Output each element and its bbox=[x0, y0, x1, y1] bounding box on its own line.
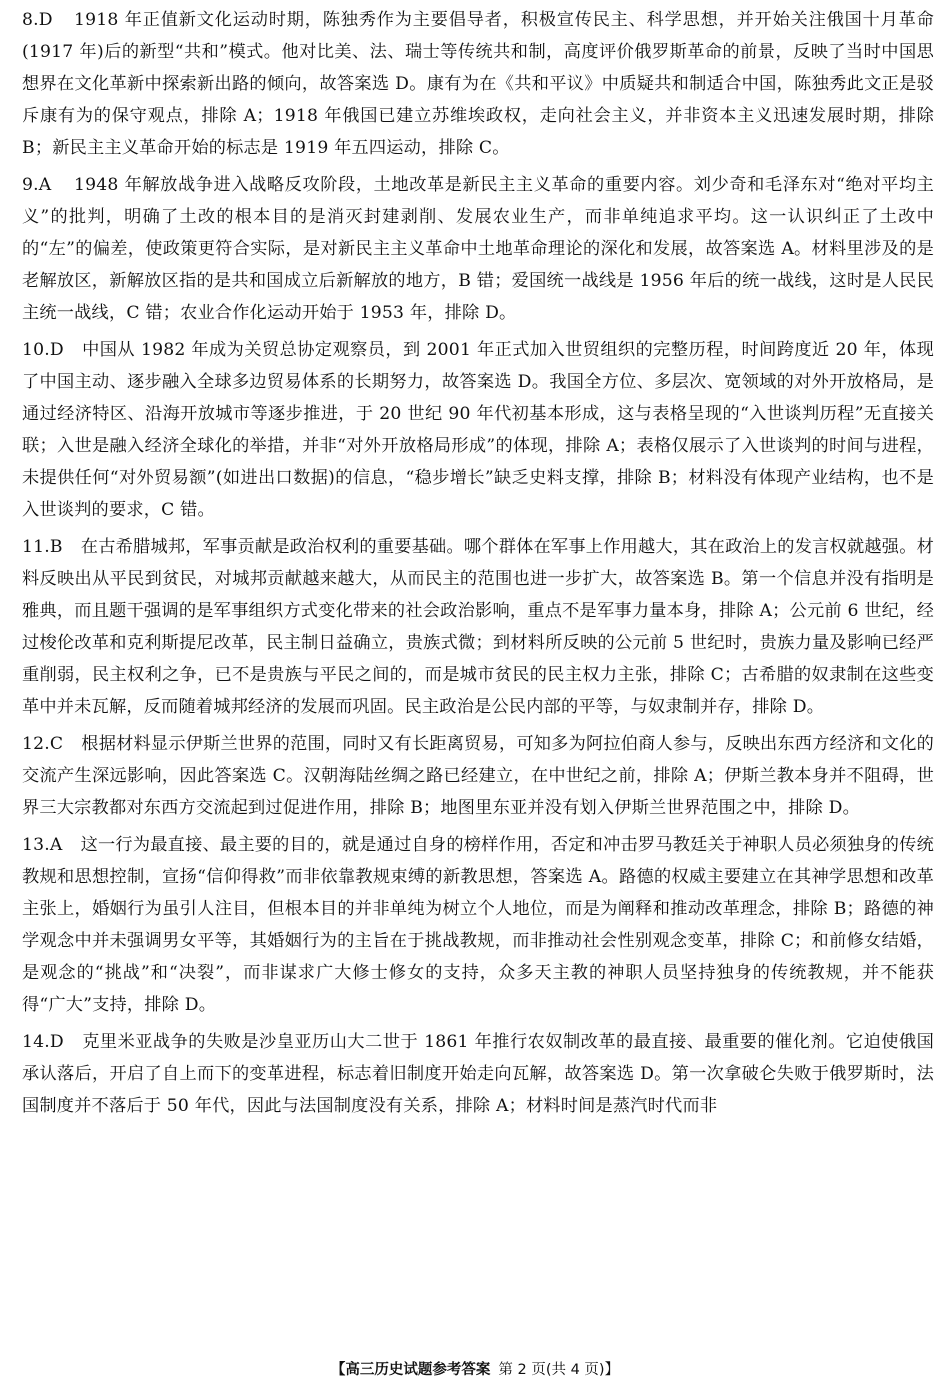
answer-number: 11.B bbox=[22, 537, 63, 557]
answer-number: 12.C bbox=[22, 734, 64, 754]
answer-text: 在古希腊城邦，军事贡献是政治权利的重要基础。哪个群体在军事上作用越大，其在政治上的发言权就越强。材料反映出从平民到贫民，对城邦贡献越来越大，从而民主的范围也进一步扩大，故答案选 B。第一个信息并没有指明是雅典，而且题干强调的是军事组织方式变化带来的社会政治影响，重点不是军事力量本身，排除 A；公元前 6 世纪，经过梭伦改革和克利斯提尼改革，民主制日益确立，贵族式微；到材料所反映的公元前 5 世纪时，贵族力量及影响已经严重削弱，民主权利之争，已不是贵族与平民之间的，而是城市贫民的民主权力主张，排除 C；古希腊的奴隶制在这些变革中并未瓦解，反而随着城邦经济的发展而巩固。民主政治是公民内部的平等，与奴隶制并存，排除 D。 bbox=[22, 537, 934, 717]
answer-page bbox=[22, 4, 934, 1127]
answer-text: 克里米亚战争的失败是沙皇亚历山大二世于 1861 年推行农奴制改革的最直接、最重要的催化剂。它迫使俄国承认落后，开启了自上而下的变革进程，标志着旧制度开始走向瓦解，故答案选 D。第一次拿破仑失败于俄罗斯时，法国制度并不落后于 50 年代，因此与法国制度没有关系，排除 A；材料时间是蒸汽时代而非 bbox=[22, 1032, 934, 1116]
footer-title: 【高三历史试题参考答案 bbox=[330, 1362, 491, 1378]
answer-number: 14.D bbox=[22, 1032, 64, 1052]
answer-text: 根据材料显示伊斯兰世界的范围，同时又有长距离贸易，可知多为阿拉伯商人参与，反映出东西方经济和文化的交流产生深远影响，因此答案选 C。汉朝海陆丝绸之路已经建立，在中世纪之前，排除 A；伊斯兰教本身并不阻碍，世界三大宗教都对东西方交流起到过促进作用，排除 B；地图里东亚并没有划入伊斯兰世界范围之中，排除 D。 bbox=[22, 734, 934, 818]
answer-item-14 bbox=[22, 1026, 934, 1122]
answer-item-9 bbox=[22, 169, 934, 329]
answer-item-12 bbox=[22, 728, 934, 824]
answer-item-11 bbox=[22, 531, 934, 723]
answer-item-10 bbox=[22, 334, 934, 526]
page-footer bbox=[0, 1358, 950, 1379]
answer-text: 中国从 1982 年成为关贸总协定观察员，到 2001 年正式加入世贸组织的完整历程，时间跨度近 20 年，体现了中国主动、逐步融入全球多边贸易体系的长期努力，故答案选 D。我国全方位、多层次、宽领域的对外开放格局，是通过经济特区、沿海开放城市等逐步推进，于 20 世纪 90 年代初基本形成，这与表格呈现的“入世谈判历程”无直接关联；入世是融入经济全球化的举措，并非“对外开放格局形成”的体现，排除 A；表格仅展示了入世谈判的时间与进程，未提供任何“对外贸易额”(如进出口数据)的信息，“稳步增长”缺乏史料支撑，排除 B；材料没有体现产业结构，也不是入世谈判的要求，C 错。 bbox=[22, 340, 934, 520]
answer-number: 10.D bbox=[22, 340, 64, 360]
answer-item-13 bbox=[22, 829, 934, 1021]
answer-text: 1948 年解放战争进入战略反攻阶段，土地改革是新民主主义革命的重要内容。刘少奇和毛泽东对“绝对平均主义”的批判，明确了土改的根本目的是消灭封建剥削、发展农业生产，而非单纯追求平均。这一认识纠正了土改中的“左”的偏差，使政策更符合实际，是对新民主主义革命中土地革命理论的深化和发展，故答案选 A。材料里涉及的是老解放区，新解放区指的是共和国成立后新解放的地方，B 错；爱国统一战线是 1956 年后的统一战线，这时是人民民主统一战线，C 错；农业合作化运动开始于 1953 年，排除 D。 bbox=[22, 175, 934, 323]
answer-text: 1918 年正值新文化运动时期，陈独秀作为主要倡导者，积极宣传民主、科学思想，并开始关注俄国十月革命(1917 年)后的新型“共和”模式。他对比美、法、瑞士等传统共和制，高度评价俄罗斯革命的前景，反映了当时中国思想界在文化革新中探索新出路的倾向，故答案选 D。康有为在《共和平议》中质疑共和制适合中国，陈独秀此文正是驳斥康有为的保守观点，排除 A；1918 年俄国已建立苏维埃政权，走向社会主义，并非资本主义迅速发展时期，排除 B；新民主主义革命开始的标志是 1919 年五四运动，排除 C。 bbox=[22, 10, 934, 158]
answer-number: 13.A bbox=[22, 835, 63, 855]
answer-item-8 bbox=[22, 4, 934, 164]
answer-number: 9.A bbox=[22, 175, 52, 195]
answer-number: 8.D bbox=[22, 10, 53, 30]
footer-page-number: 第 2 页(共 4 页)】 bbox=[498, 1362, 620, 1378]
answer-text: 这一行为最直接、最主要的目的，就是通过自身的榜样作用，否定和冲击罗马教廷关于神职人员必须独身的传统教规和思想控制，宣扬“信仰得救”而非依靠教规束缚的新教思想，答案选 A。路德的权威主要建立在其神学思想和改革主张上，婚姻行为虽引人注目，但根本目的并非单纯为树立个人地位，而是为阐释和推动改革理念，排除 B；路德的神学观念中并未强调男女平等，其婚姻行为的主旨在于挑战教规，而非推动社会性别观念变革，排除 C；和前修女结婚，是观念的“挑战”和“决裂”，而非谋求广大修士修女的支持，众多天主教的神职人员坚持独身的传统教规，并不能获得“广大”支持，排除 D。 bbox=[22, 835, 934, 1015]
